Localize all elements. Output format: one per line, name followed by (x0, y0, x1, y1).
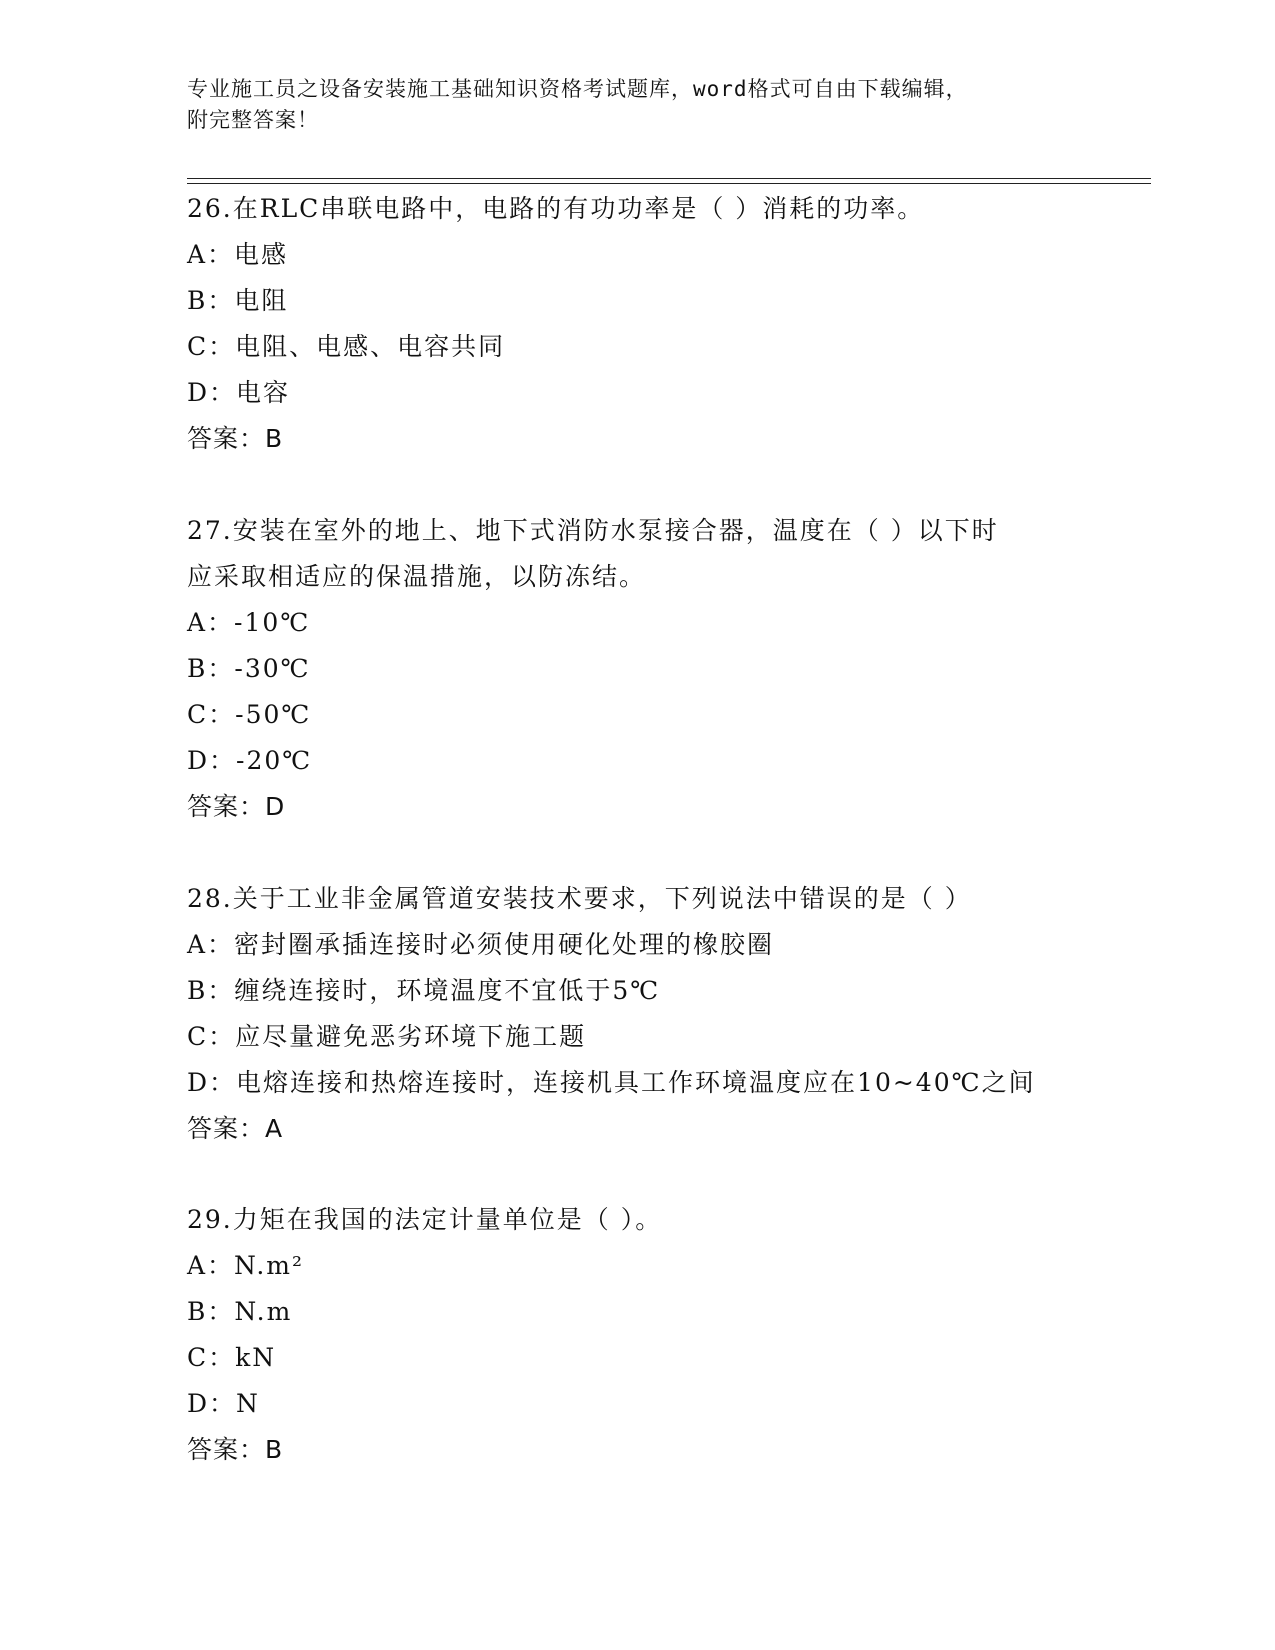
question-stem: 29.力矩在我国的法定计量单位是（ ）。 (187, 1205, 663, 1234)
question-28 (187, 876, 1087, 1152)
option-d: D：电容 (187, 378, 291, 407)
header-line-1: 专业施工员之设备安装施工基础知识资格考试题库，word格式可自由下载编辑， (187, 77, 968, 101)
answer: 答案：B (187, 1435, 284, 1464)
header-divider-bottom (187, 183, 1151, 184)
option-c: C：应尽量避免恶劣环境下施工题 (187, 1022, 587, 1051)
header-line-2: 附完整答案！ (187, 108, 319, 132)
answer: 答案：B (187, 424, 284, 453)
option-a: A：N.m² (187, 1251, 305, 1280)
header-divider-top (187, 178, 1151, 179)
option-c: C：-50℃ (187, 700, 312, 729)
option-d: D：N (187, 1389, 260, 1418)
question-26 (187, 186, 1087, 462)
option-b: B：N.m (187, 1297, 293, 1326)
question-stem-continued: 应采取相适应的保温措施，以防冻结。 (187, 562, 647, 591)
option-b: B：电阻 (187, 286, 289, 315)
option-c: C：电阻、电感、电容共同 (187, 332, 506, 361)
option-a: A：-10℃ (187, 608, 311, 637)
question-27 (187, 508, 1087, 830)
option-c: C：kN (187, 1343, 277, 1372)
answer: 答案：A (187, 1114, 284, 1143)
option-a: A：电感 (187, 240, 289, 269)
option-d: D：电熔连接和热熔连接时，连接机具工作环境温度应在10~40℃之间 (187, 1068, 1036, 1097)
option-b: B：-30℃ (187, 654, 311, 683)
answer: 答案：D (187, 792, 286, 821)
document-header (187, 74, 1067, 136)
option-b: B：缠绕连接时，环境温度不宜低于5℃ (187, 976, 661, 1005)
question-stem: 27.安装在室外的地上、地下式消防水泵接合器，温度在（ ）以下时 (187, 516, 999, 545)
question-stem: 26.在RLC串联电路中，电路的有功功率是（ ）消耗的功率。 (187, 194, 925, 223)
option-a: A：密封圈承插连接时必须使用硬化处理的橡胶圈 (187, 930, 775, 959)
question-stem: 28.关于工业非金属管道安装技术要求，下列说法中错误的是（ ） (187, 884, 972, 913)
question-29 (187, 1197, 1087, 1473)
option-d: D：-20℃ (187, 746, 313, 775)
